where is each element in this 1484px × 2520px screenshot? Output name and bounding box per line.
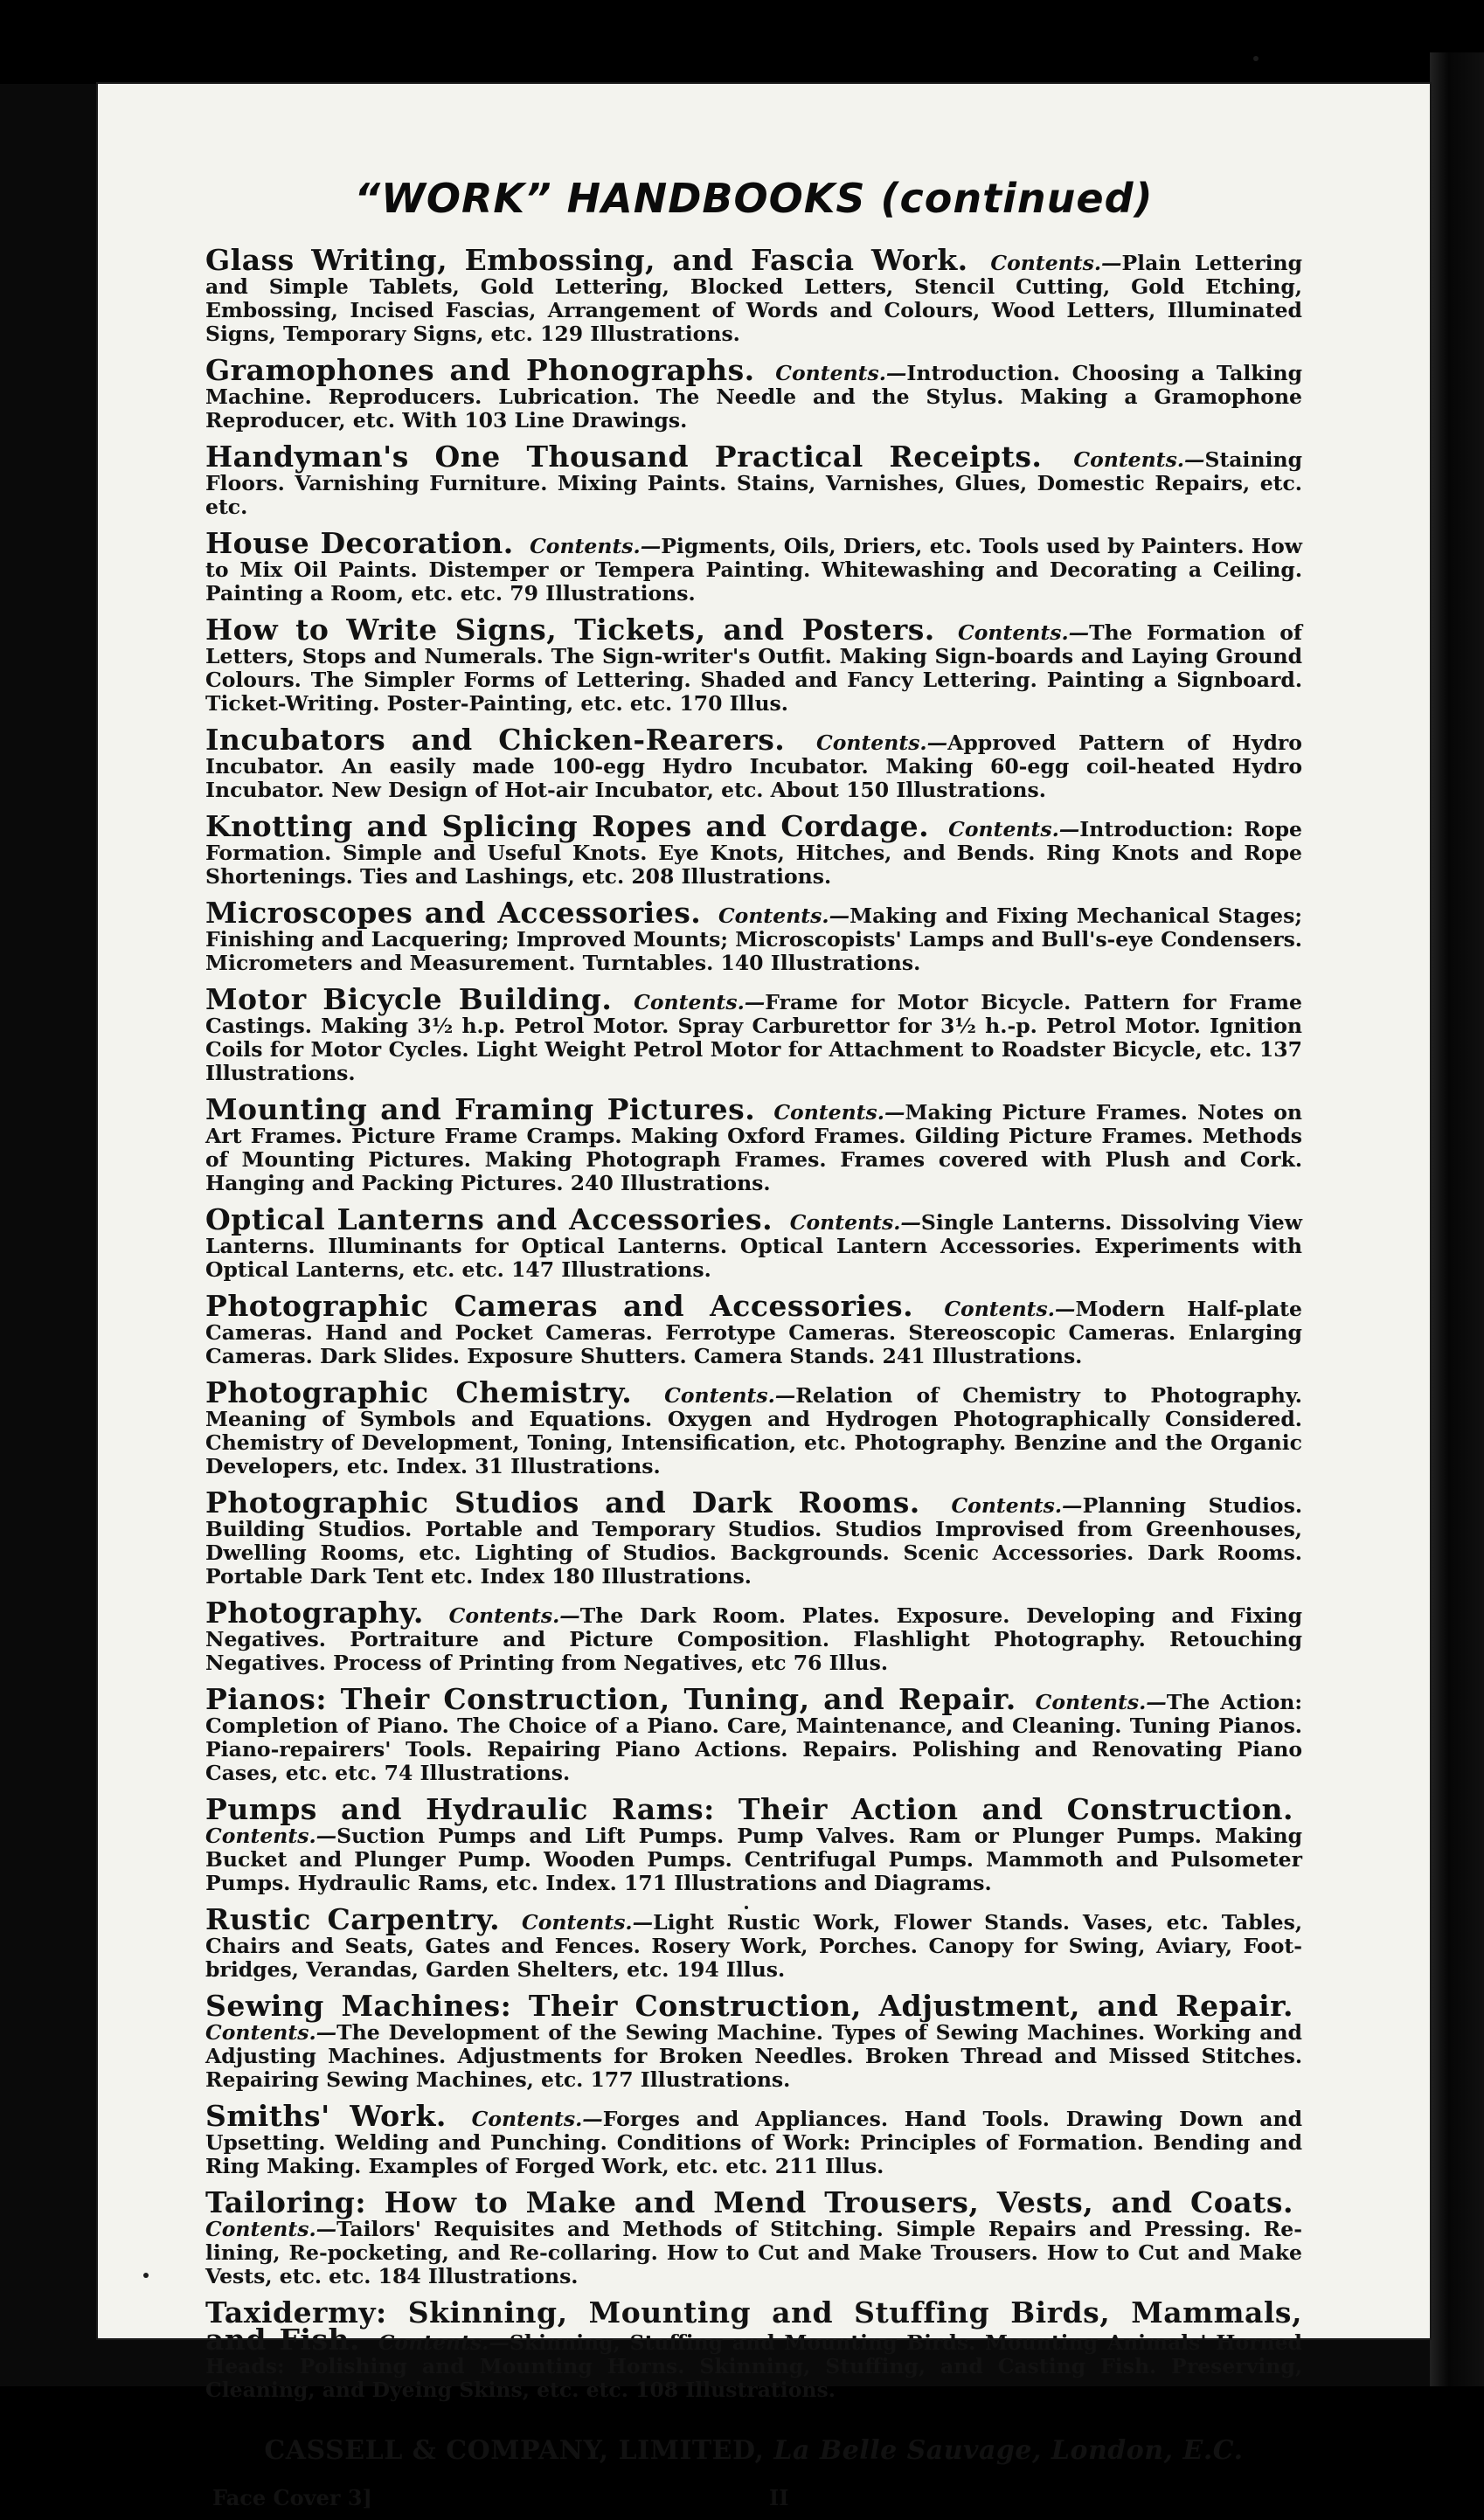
publisher-footer xyxy=(205,2435,1302,2466)
handbook-entry xyxy=(205,809,1302,889)
handbook-entry xyxy=(205,723,1302,802)
contents-label: Contents.— xyxy=(471,2107,603,2131)
handbook-title: Incubators and Chicken-Rearers. xyxy=(205,723,786,757)
handbook-entry xyxy=(205,2295,1302,2402)
handbook-title: Photography. xyxy=(205,1596,424,1630)
handbook-title: Pianos: Their Construction, Tuning, and Repair. xyxy=(205,1682,1016,1716)
contents-label: Contents.— xyxy=(815,730,948,755)
handbook-title: Mounting and Framing Pictures. xyxy=(205,1092,756,1126)
handbook-entry xyxy=(205,1289,1302,1368)
contents-label: Contents.— xyxy=(378,2330,510,2355)
contents-label: Contents.— xyxy=(530,534,662,558)
contents-text: The Action: Completion of Piano. The Choice of a Piano. Care, Maintenance, and Cleaning. Tuning Pianos. Piano-repairers' Tools. Repairing Piano Actions. Repairs. Polishing and Renovating Piano Cases, etc. etc. 74 Illustrations. xyxy=(205,1690,1302,1785)
handbook-entry xyxy=(205,1989,1302,2092)
handbook-title: Rustic Carpentry. xyxy=(205,1902,501,1936)
contents-text: Making Picture Frames. Notes on Art Frames. Picture Frame Cramps. Making Oxford Frames. Gilding Picture Frames. Methods of Mounting Pictures. Making Photograph Frames. Frames covered with Plush and Cork. Hanging and Packing Pictures. 240 Illustrations. xyxy=(205,1100,1302,1195)
contents-text: Skinning, Stuffing and Mounting Birds. Mounting Animals' Horned Heads: Polishing and Mounting Horns. Skinning, Stuffing, and Casting Fish. Preserving, Cleaning, and Dyeing Skins, etc. etc. 108 Illustrations. xyxy=(205,2330,1302,2402)
handbook-title: Photographic Studios and Dark Rooms. xyxy=(205,1485,920,1520)
contents-text: Modern Half-plate Cameras. Hand and Pocket Cameras. Ferrotype Cameras. Stereoscopic Cameras. Enlarging Cameras. Dark Slides. Exposure Shutters. Camera Stands. 241 Illustrations. xyxy=(205,1297,1302,1368)
page-note xyxy=(205,2485,1302,2520)
contents-text: Light Rustic Work, Flower Stands. Vases, etc. Tables, Chairs and Seats, Gates and Fences. Rosery Work, Porches. Canopy for Swing, Aviary, Foot-bridges, Verandas, Garden Shelters, etc. 194 Illus. xyxy=(205,1910,1302,1982)
publisher-address: La Belle Sauvage, London, E.C. xyxy=(773,2435,1244,2466)
contents-label: Contents.— xyxy=(1073,447,1205,472)
handbook-title: Taxidermy: Skinning, Mounting and Stuffing Birds, Mammals, and Fish. xyxy=(205,2295,1302,2357)
handbook-title: House Decoration. xyxy=(205,526,514,560)
ink-speck xyxy=(143,2273,149,2278)
handbook-title: Handyman's One Thousand Practical Receipts. xyxy=(205,440,1043,474)
contents-text: Frame for Motor Bicycle. Pattern for Frame Castings. Making 3½ h.p. Petrol Motor. Spray Carburettor for 3½ h.-p. Petrol Motor. Ignition Coils for Motor Cycles. Light Weight Petrol Motor for Attachment to Roadster Bicycle, etc. 137 Illustrations. xyxy=(205,990,1302,1085)
page-number: II xyxy=(769,2485,789,2510)
publisher-name: CASSELL & COMPANY, LIMITED, xyxy=(264,2435,765,2466)
handbook-entry xyxy=(205,1375,1302,1478)
contents-label: Contents.— xyxy=(789,1210,921,1235)
handbook-entry xyxy=(205,896,1302,975)
handbook-title: Photographic Cameras and Accessories. xyxy=(205,1289,914,1323)
handbook-title: Motor Bicycle Building. xyxy=(205,982,613,1016)
handbook-title: Smiths' Work. xyxy=(205,2099,447,2133)
handbook-title: Microscopes and Accessories. xyxy=(205,896,702,930)
handbook-entry xyxy=(205,1792,1302,1895)
contents-label: Contents.— xyxy=(1035,1690,1167,1714)
ink-speck xyxy=(1253,56,1259,61)
contents-text: Pigments, Oils, Driers, etc. Tools used by Painters. How to Mix Oil Paints. Distemper or Tempera Painting. Whitewashing and Decorating a Ceiling. Painting a Room, etc. etc. 79 Illustrations. xyxy=(205,534,1302,606)
handbook-entry xyxy=(205,1202,1302,1282)
handbook-title: Sewing Machines: Their Construction, Adjustment, and Repair. xyxy=(205,1989,1293,2023)
handbooks-content xyxy=(205,175,1302,2520)
handbook-entry xyxy=(205,2185,1302,2288)
handbook-entry xyxy=(205,982,1302,1085)
contents-label: Contents.— xyxy=(775,361,907,385)
handbook-title: Gramophones and Phonographs. xyxy=(205,353,755,387)
handbook-entry xyxy=(205,1682,1302,1785)
face-cover-note: Face Cover 3] xyxy=(212,2485,372,2510)
contents-label: Contents.— xyxy=(205,2217,337,2241)
contents-label: Contents.— xyxy=(718,903,850,928)
handbook-entry xyxy=(205,1092,1302,1195)
handbook-entry-list xyxy=(205,243,1303,2402)
handbook-title: Pumps and Hydraulic Rams: Their Action and Construction. xyxy=(205,1792,1293,1826)
contents-text: Tailors' Requisites and Methods of Stitching. Simple Repairs and Pressing. Re-lining, Re-pocketing, and Re-collaring. How to Cut and Make Trousers. How to Cut and Make Vests, etc. etc. 184 Illustrations. xyxy=(205,2217,1302,2288)
contents-text: Introduction. Choosing a Talking Machine. Reproducers. Lubrication. The Needle and the Stylus. Making a Gramophone Reproducer, etc. With 103 Line Drawings. xyxy=(205,361,1303,433)
contents-text: The Development of the Sewing Machine. Types of Sewing Machines. Working and Adjusting Machines. Adjustments for Broken Needles. Broken Thread and Missed Stitches. Repairing Sewing Machines, etc. 177 Illustrations. xyxy=(205,2020,1302,2092)
contents-text: Suction Pumps and Lift Pumps. Pump Valves. Ram or Plunger Pumps. Making Bucket and Plunger Pump. Wooden Pumps. Centrifugal Pumps. Mammoth and Pulsometer Pumps. Hydraulic Rams, etc. Index. 171 Illustrations and Diagrams. xyxy=(205,1824,1302,1895)
handbook-title: Tailoring: How to Make and Mend Trousers, Vests, and Coats. xyxy=(205,2185,1293,2219)
contents-text: Planning Studios. Building Studios. Portable and Temporary Studios. Studios Improvised from Greenhouses, Dwelling Rooms, etc. Lighting of Studios. Backgrounds. Scenic Accessories. Dark Rooms. Portable Dark Tent etc. Index 180 Illustrations. xyxy=(205,1493,1302,1589)
contents-label: Contents.— xyxy=(521,1910,654,1935)
contents-text: Approved Pattern of Hydro Incubator. An easily made 100-egg Hydro Incubator. Making 60-egg coil-heated Hydro Incubator. New Design of Hot-air Incubator, etc. About 150 Illustrations. xyxy=(205,730,1302,802)
contents-text: Plain Lettering and Simple Tablets, Gold Lettering, Blocked Letters, Stencil Cutting, Gold Etching, Embossing, Incised Fascias, Arrangement of Words and Colours, Wood Letters, Illuminated Signs, Temporary Signs, etc. 129 Illustrations. xyxy=(205,251,1303,346)
contents-label: Contents.— xyxy=(634,990,766,1014)
right-binding-edge xyxy=(1430,52,1484,2386)
contents-label: Contents.— xyxy=(448,1603,580,1628)
handbook-title: Glass Writing, Embossing, and Fascia Work. xyxy=(205,243,968,277)
contents-label: Contents.— xyxy=(944,1297,1076,1321)
handbook-title: Optical Lanterns and Accessories. xyxy=(205,1202,773,1236)
handbook-entry xyxy=(205,2099,1303,2178)
contents-text: Making and Fixing Mechanical Stages; Finishing and Lacquering; Improved Mounts; Microscopists' Lamps and Bull's-eye Condensers. Micrometers and Measurement. Turntables. 140 Illustrations. xyxy=(205,903,1302,975)
handbook-entry xyxy=(205,613,1302,716)
contents-text: The Formation of Letters, Stops and Numerals. The Sign-writer's Outfit. Making Sign-boards and Laying Ground Colours. The Simpler Forms of Lettering. Shaded and Fancy Lettering. Painting a Signboard. Ticket-Writing. Poster-Painting, etc. etc. 170 Illus. xyxy=(205,620,1302,716)
contents-text: Staining Floors. Varnishing Furniture. Mixing Paints. Stains, Varnishes, Glues, Domestic Repairs, etc. etc. xyxy=(205,447,1302,519)
contents-label: Contents.— xyxy=(951,1493,1083,1518)
contents-label: Contents.— xyxy=(205,2020,337,2045)
handbook-title: How to Write Signs, Tickets, and Posters. xyxy=(205,613,935,647)
contents-text: Single Lanterns. Dissolving View Lanterns. Illuminants for Optical Lanterns. Optical Lantern Accessories. Experiments with Optical Lanterns, etc. etc. 147 Illustrations. xyxy=(205,1210,1302,1282)
handbook-entry xyxy=(205,526,1302,606)
contents-label: Contents.— xyxy=(205,1824,337,1848)
contents-text: Relation of Chemistry to Photography. Meaning of Symbols and Equations. Oxygen and Hydrogen Photographically Considered. Chemistry of Development, Toning, Intensification, etc. Photography. Benzine and the Organic Developers, etc. Index. 31 Illustrations. xyxy=(205,1383,1302,1478)
handbook-title: Knotting and Splicing Ropes and Cordage. xyxy=(205,809,930,843)
handbook-entry xyxy=(205,1596,1302,1675)
handbook-entry xyxy=(205,1902,1302,1982)
handbook-entry xyxy=(205,440,1302,519)
contents-text: The Dark Room. Plates. Exposure. Developing and Fixing Negatives. Portraiture and Picture Composition. Flashlight Photography. Retouching Negatives. Process of Printing from Negatives, etc 76 Illus. xyxy=(205,1603,1302,1675)
top-black-border xyxy=(0,0,1484,84)
handbook-entry xyxy=(205,243,1303,346)
handbook-title: Photographic Chemistry. xyxy=(205,1375,633,1409)
handbook-entry xyxy=(205,1485,1302,1589)
contents-label: Contents.— xyxy=(664,1383,796,1408)
contents-text: Forges and Appliances. Hand Tools. Drawing Down and Upsetting. Welding and Punching. Conditions of Work: Principles of Formation. Bending and Ring Making. Examples of Forged Work, etc. etc. 211 Illus. xyxy=(205,2107,1303,2178)
contents-label: Contents.— xyxy=(990,251,1122,275)
handbook-entry xyxy=(205,353,1303,433)
page-title: “WORK” HANDBOOKS (continued) xyxy=(354,175,1154,222)
contents-label: Contents.— xyxy=(958,620,1090,645)
contents-text: Introduction: Rope Formation. Simple and Useful Knots. Eye Knots, Hitches, and Bends. Ring Knots and Rope Shortenings. Ties and Lashings, etc. 208 Illustrations. xyxy=(205,817,1302,889)
contents-label: Contents.— xyxy=(948,817,1080,841)
contents-label: Contents.— xyxy=(773,1100,905,1125)
